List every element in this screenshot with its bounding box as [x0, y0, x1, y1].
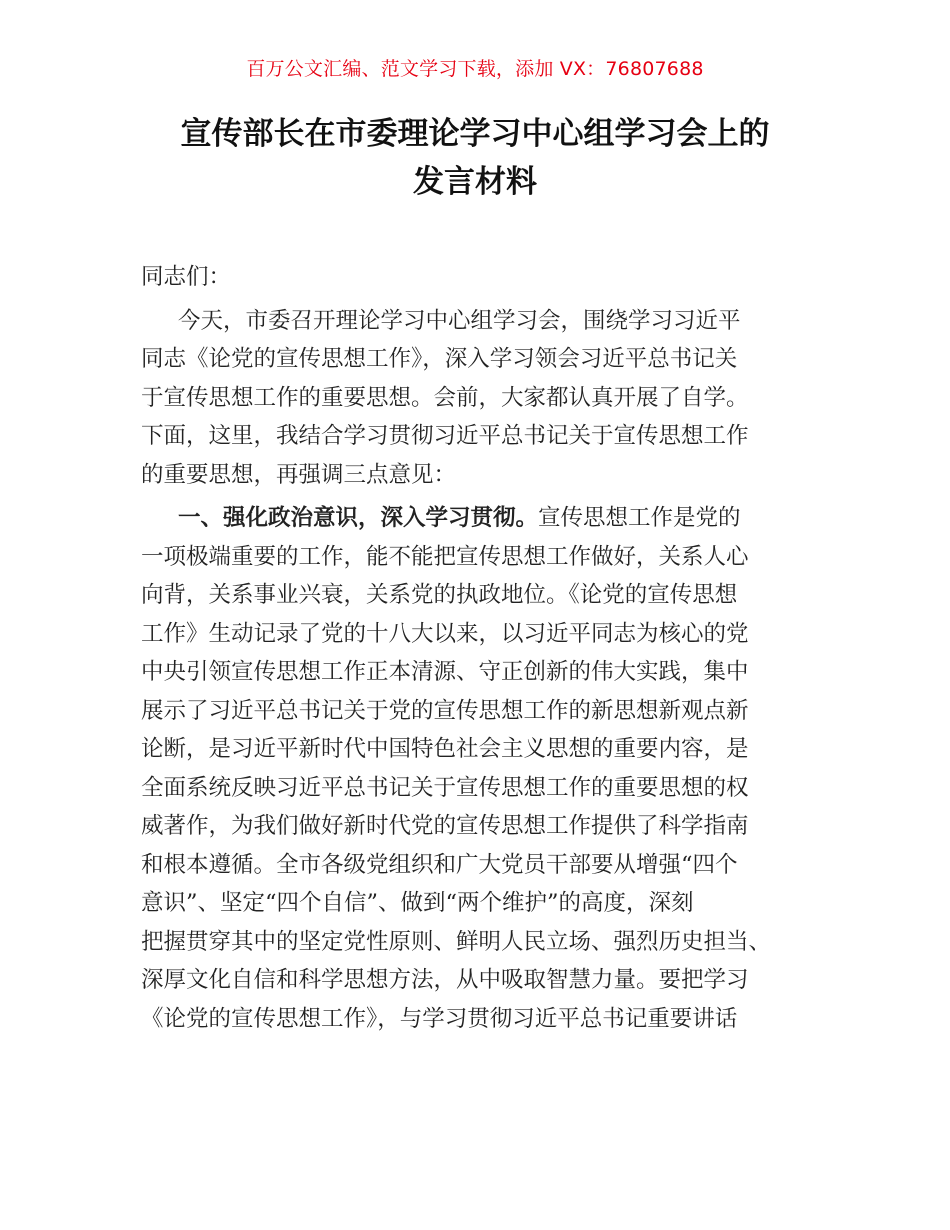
paragraph-line: 把握贯穿其中的坚定党性原则、鲜明人民立场、强烈历史担当、: [141, 928, 772, 955]
paragraph-line: 和根本遵循。全市各级党组织和广大党员干部要从增强“四个: [141, 851, 738, 878]
paragraph-line: 《论党的宣传思想工作》，与学习贯彻习近平总书记重要讲话: [141, 1005, 738, 1032]
paragraph-line: 工作》生动记录了党的十八大以来，以习近平同志为核心的党: [141, 620, 749, 647]
paragraph-line: 论断，是习近平新时代中国特色社会主义思想的重要内容，是: [141, 736, 749, 762]
paragraph-line: 今天，市委召开理论学习中心组学习会，围绕学习习近平: [178, 307, 741, 334]
paragraph-line: 的重要思想，再强调三点意见：: [141, 461, 457, 488]
paragraph-text: 宣传思想工作是党的: [538, 505, 741, 531]
intro-paragraph: [141, 302, 821, 495]
title-line-2: 发言材料: [413, 164, 537, 200]
document-body: [141, 258, 821, 1038]
paragraph-line: 同志《论党的宣传思想工作》，深入学习领会习近平总书记关: [141, 346, 738, 372]
watermark-header: 百万公文汇编、范文学习下载，添加 VX：76807688: [246, 58, 704, 80]
paragraph-line: 于宣传思想工作的重要思想。会前，大家都认真开展了自学。: [141, 384, 749, 411]
salutation: 同志们：: [141, 264, 232, 290]
paragraph-line: 向背，关系事业兴衰，关系党的执政地位。《论党的宣传思想: [141, 582, 738, 608]
paragraph-line: 展示了习近平总书记关于党的宣传思想工作的新思想新观点新: [141, 697, 749, 724]
paragraph-line: [141, 499, 821, 538]
title-line-1: 宣传部长在市委理论学习中心组学习会上的: [180, 116, 770, 152]
section-heading: 一、强化政治意识，深入学习贯彻。: [178, 505, 539, 531]
paragraph-line: 中央引领宣传思想工作正本清源、守正创新的伟大实践，集中: [141, 659, 749, 685]
document-title: [100, 110, 850, 206]
paragraph-line: 深厚文化自信和科学思想方法，从中吸取智慧力量。要把学习: [141, 967, 749, 993]
paragraph-line: 威著作，为我们做好新时代党的宣传思想工作提供了科学指南: [141, 813, 749, 839]
section-1-paragraph: [141, 499, 821, 1038]
paragraph-line: 一项极端重要的工作，能不能把宣传思想工作做好，关系人心: [141, 543, 749, 570]
paragraph-line: 意识”、坚定“四个自信”、做到“两个维护”的高度，深刻: [141, 890, 694, 916]
paragraph-line: 下面，这里，我结合学习贯彻习近平总书记关于宣传思想工作: [141, 423, 749, 449]
paragraph-line: 全面系统反映习近平总书记关于宣传思想工作的重要思想的权: [141, 774, 749, 801]
